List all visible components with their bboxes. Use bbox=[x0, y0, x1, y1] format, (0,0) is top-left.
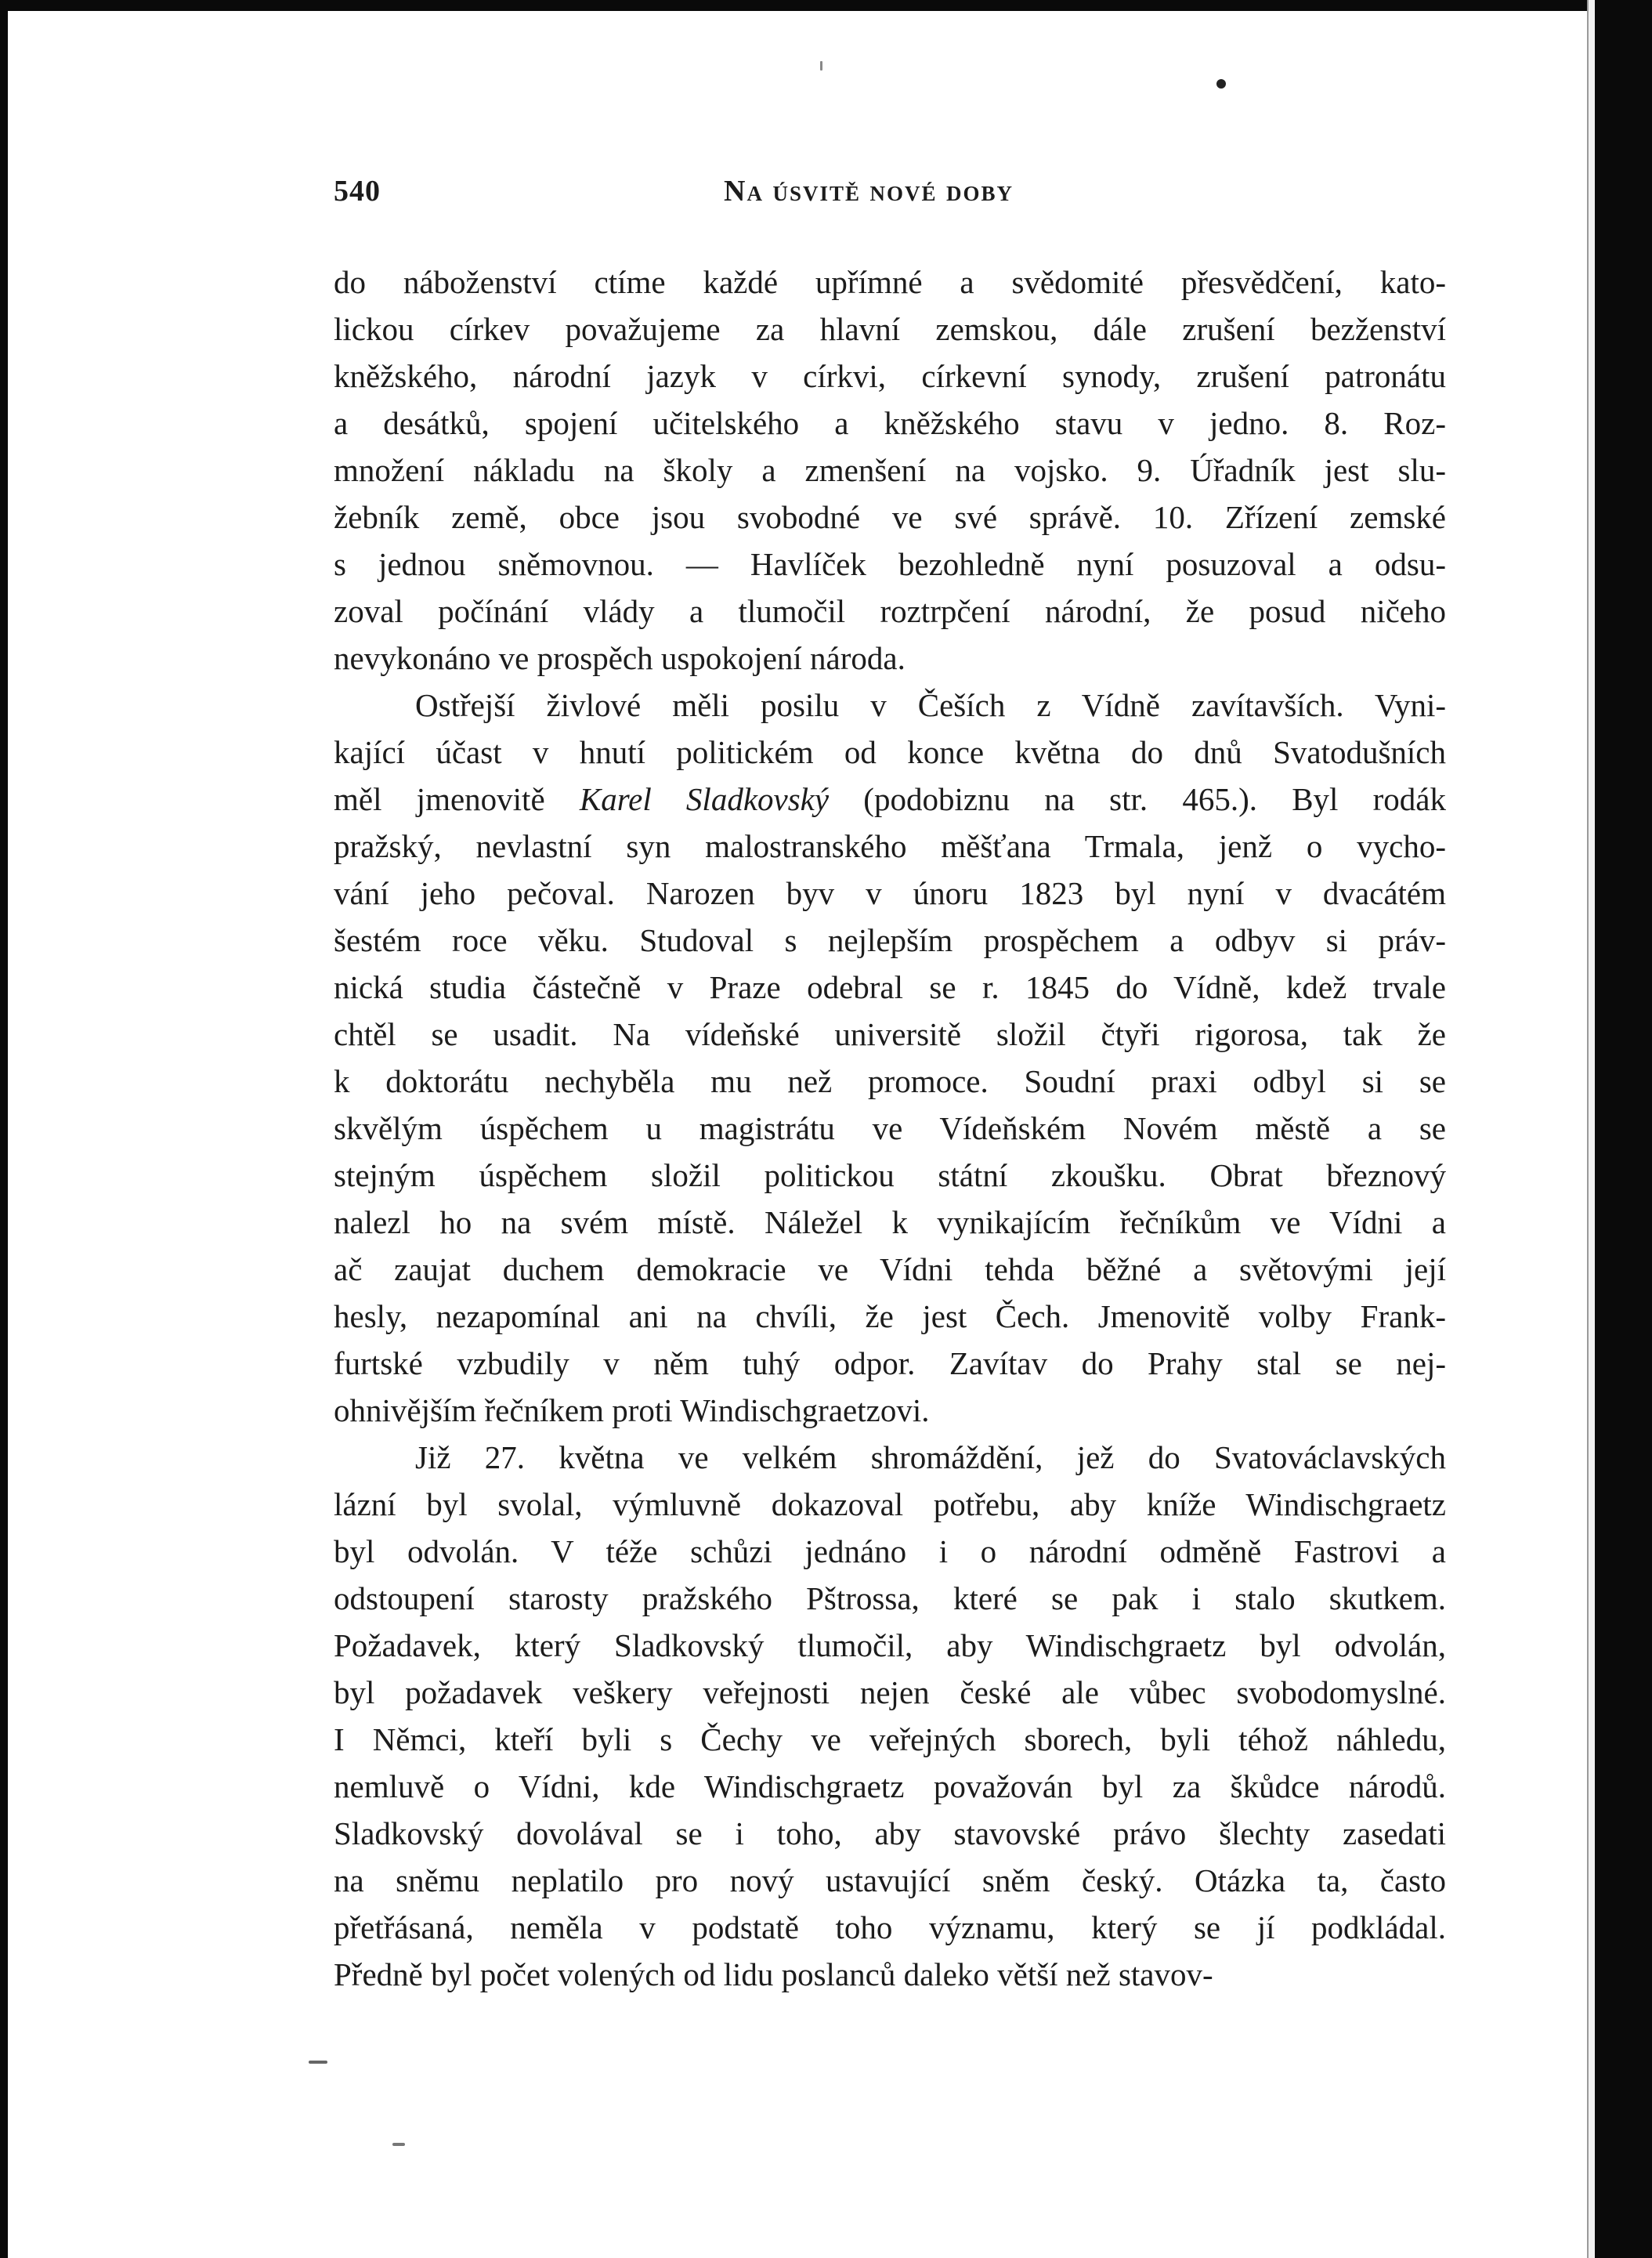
text-line: nalezl ho na svém místě. Náležel k vynikajícím řečníkům ve Vídni a bbox=[334, 1204, 1446, 1240]
paragraph bbox=[334, 1434, 1446, 1998]
text-line: s jednou sněmovnou. — Havlíček bezohledně nyní posuzoval a odsu- bbox=[334, 546, 1446, 582]
text-line: a desátků, spojení učitelského a kněžského stavu v jedno. 8. Roz- bbox=[334, 405, 1446, 441]
text-line: ohnivějším řečníkem proti Windischgraetzovi. bbox=[334, 1392, 930, 1428]
text-line: do náboženství ctíme každé upřímné a svědomité přesvědčení, kato- bbox=[334, 264, 1446, 300]
running-title: Na úsvitě nové doby bbox=[724, 175, 1014, 208]
ink-speck bbox=[1216, 79, 1226, 89]
scan-border-left bbox=[0, 0, 8, 2258]
text-line: Ostřejší živlové měli posilu v Češích z Vídně zavítavších. Vyni- bbox=[415, 687, 1446, 723]
text-line: byl odvolán. V téže schůzi jednáno i o národní odměně Fastrovi a bbox=[334, 1533, 1446, 1569]
text-line: lickou církev považujeme za hlavní zemskou, dále zrušení bezženství bbox=[334, 311, 1446, 347]
ink-speck bbox=[309, 2061, 327, 2064]
text-line: furtské vzbudily v něm tuhý odpor. Zavítav do Prahy stal se nej- bbox=[334, 1345, 1446, 1381]
page-number: 540 bbox=[334, 175, 381, 208]
text-line: přetřásaná, neměla v podstatě toho významu, který se jí podkládal. bbox=[334, 1909, 1446, 1945]
text-line: Požadavek, který Sladkovský tlumočil, aby Windischgraetz byl odvolán, bbox=[334, 1627, 1446, 1663]
text-line: lázní byl svolal, výmluvně dokazoval potřebu, aby kníže Windischgraetz bbox=[334, 1486, 1446, 1522]
text-line: měl jmenovitě Karel Sladkovský (podobiznu na str. 465.). Byl rodák bbox=[334, 781, 1446, 817]
ink-speck bbox=[820, 61, 822, 71]
paragraph bbox=[334, 682, 1446, 1434]
text-line: vání jeho pečoval. Narozen byv v únoru 1823 byl nyní v dvacátém bbox=[334, 875, 1446, 911]
text-line: I Němci, kteří byli s Čechy ve veřejných sborech, byli téhož náhledu, bbox=[334, 1721, 1446, 1757]
text-line: zoval počínání vlády a tlumočil roztrpčení národní, že posud ničeho bbox=[334, 593, 1446, 629]
text-line: Již 27. května ve velkém shromáždění, jež do Svatováclavských bbox=[415, 1439, 1446, 1475]
text-line: ač zaujat duchem demokracie ve Vídni tehda běžné a světovými její bbox=[334, 1251, 1446, 1287]
text-line: množení nákladu na školy a zmenšení na vojsko. 9. Úřadník jest slu- bbox=[334, 452, 1446, 488]
text-line: k doktorátu nechyběla mu než promoce. Soudní praxi odbyl si se bbox=[334, 1063, 1446, 1099]
paragraph bbox=[334, 259, 1446, 682]
page-header bbox=[334, 174, 1446, 221]
text-line: kající účast v hnutí politickém od konce května do dnů Svatodušních bbox=[334, 734, 1446, 770]
text-line: stejným úspěchem složil politickou státní zkoušku. Obrat březnový bbox=[334, 1157, 1446, 1193]
text-line: na sněmu neplatilo pro nový ustavující sněm český. Otázka ta, často bbox=[334, 1862, 1446, 1898]
text-line: Předně byl počet volených od lidu poslanců daleko větší než stavov- bbox=[334, 1956, 1213, 1992]
text-line: kněžského, národní jazyk v církvi, církevní synody, zrušení patronátu bbox=[334, 358, 1446, 394]
text-line: nemluvě o Vídni, kde Windischgraetz považován byl za škůdce národů. bbox=[334, 1768, 1446, 1804]
text-line: skvělým úspěchem u magistrátu ve Vídeňském Novém městě a se bbox=[334, 1110, 1446, 1146]
text-line: pražský, nevlastní syn malostranského měšťana Trmala, jenž o vycho- bbox=[334, 828, 1446, 864]
text-line: chtěl se usadit. Na vídeňské universitě složil čtyři rigorosa, tak že bbox=[334, 1016, 1446, 1052]
scan-border-right bbox=[1595, 0, 1652, 2258]
text-line: Sladkovský dovolával se i toho, aby stavovské právo šlechty zasedati bbox=[334, 1815, 1446, 1851]
text-line: nevykonáno ve prospěch uspokojení národa. bbox=[334, 640, 906, 676]
text-line: nická studia částečně v Praze odebral se r. 1845 do Vídně, kdež trvale bbox=[334, 969, 1446, 1005]
text-line: šestém roce věku. Studoval s nejlepším prospěchem a odbyv si práv- bbox=[334, 922, 1446, 958]
body-text bbox=[334, 259, 1446, 1998]
text-line: odstoupení starosty pražského Pštrossa, které se pak i stalo skutkem. bbox=[334, 1580, 1446, 1616]
text-line: byl požadavek veškery veřejnosti nejen české ale vůbec svobodomyslné. bbox=[334, 1674, 1446, 1710]
text-line: žebník země, obce jsou svobodné ve své správě. 10. Zřízení zemské bbox=[334, 499, 1446, 535]
scan-border-top bbox=[0, 0, 1652, 11]
text-line: hesly, nezapomínal ani na chvíli, že jest Čech. Jmenovitě volby Frank- bbox=[334, 1298, 1446, 1334]
ink-speck bbox=[392, 2143, 405, 2146]
